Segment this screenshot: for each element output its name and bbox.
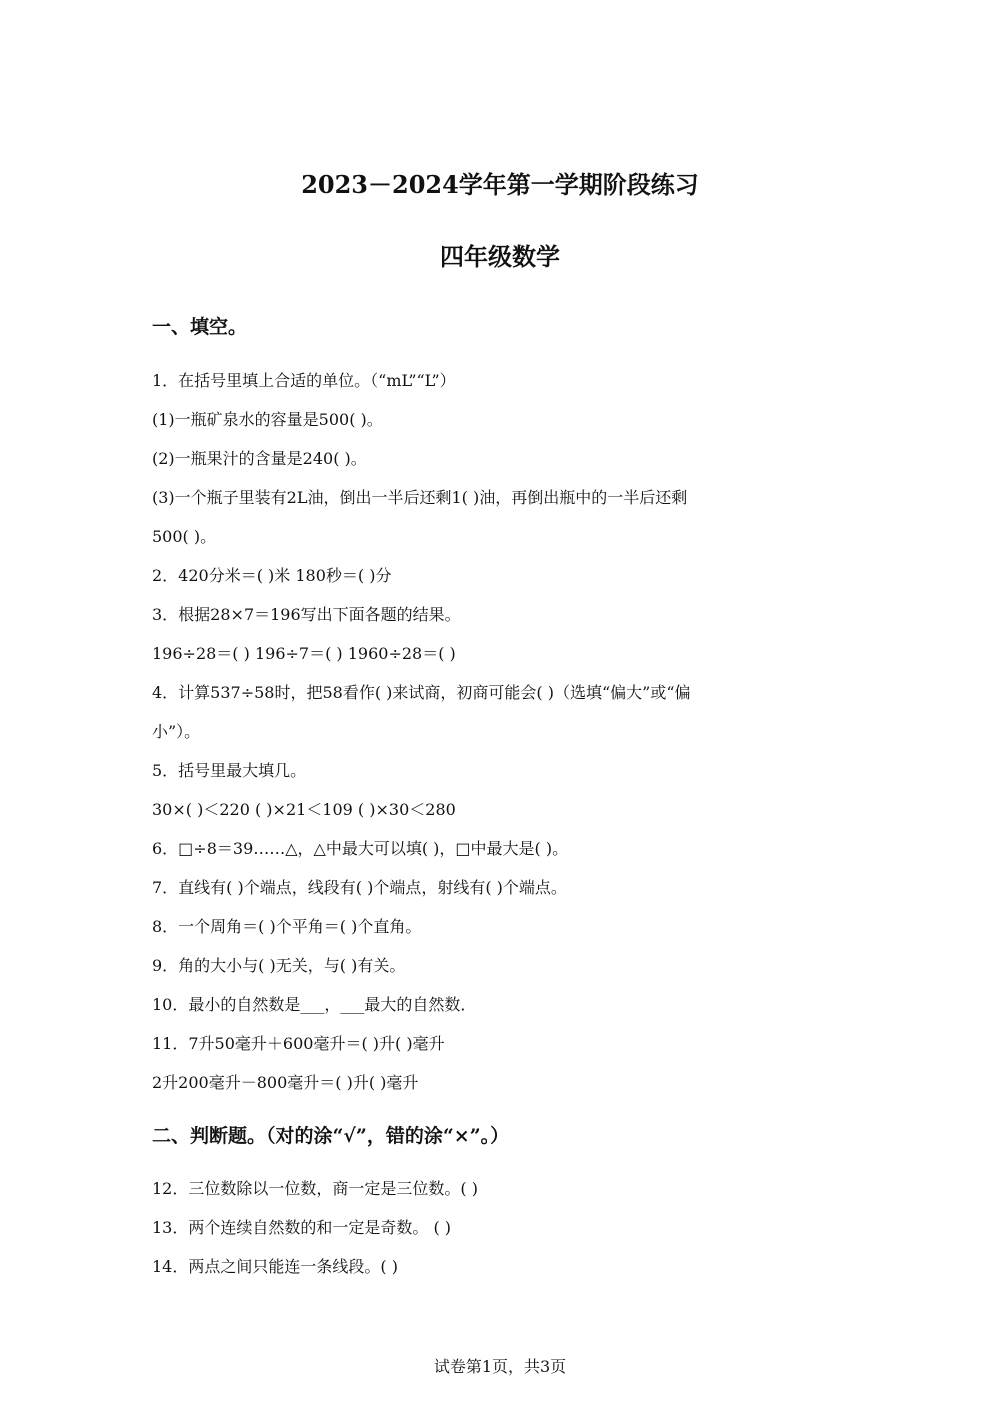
question-10: 10．最小的自然数是___，___最大的自然数． [152, 995, 477, 1014]
question-5-items: 30×( )＜220 ( )×21＜109 ( )×30＜280 [152, 800, 456, 819]
question-12: 12．三位数除以一位数，商一定是三位数。( ) [152, 1179, 478, 1198]
question-3: 3．根据28×7＝196写出下面各题的结果。 [152, 605, 461, 624]
question-4: 4．计算537÷58时，把58看作( )来试商，初商可能会( )（选填“偏大”或“偏 [152, 683, 691, 702]
question-9: 9．角的大小与( )无关，与( )有关。 [152, 956, 406, 975]
exam-subtitle: 四年级数学 [440, 242, 560, 271]
question-11: 11．7升50毫升＋600毫升＝( )升( )毫升 [152, 1034, 445, 1053]
question-3-items: 196÷28＝( ) 196÷7＝( ) 1960÷28＝( ) [152, 644, 456, 663]
question-11-part-2: 2升200毫升－800毫升＝( )升( )毫升 [152, 1073, 419, 1092]
question-8: 8．一个周角＝( )个平角＝( )个直角。 [152, 917, 422, 936]
question-1-part-1: (1)一瓶矿泉水的容量是500( )。 [152, 410, 383, 429]
section-fill-heading: 一、填空。 [152, 316, 248, 338]
question-1-part-3: (3)一个瓶子里装有2L油，倒出一半后还剩1( )油，再倒出瓶中的一半后还剩 [152, 488, 688, 507]
question-5: 5．括号里最大填几。 [152, 761, 307, 780]
question-1-part-3-cont: 500( )。 [152, 527, 217, 546]
question-1: 1．在括号里填上合适的单位。（“mL”“L”） [152, 371, 456, 390]
question-4-cont: 小”）。 [152, 722, 201, 741]
question-2: 2．420分米＝( )米 180秒＝( )分 [152, 566, 392, 585]
question-6: 6．□÷8＝39……△，△中最大可以填( )，□中最大是( )。 [152, 839, 569, 858]
question-7: 7．直线有( )个端点，线段有( )个端点，射线有( )个端点。 [152, 878, 567, 897]
question-14: 14．两点之间只能连一条线段。( ) [152, 1257, 398, 1276]
question-13: 13．两个连续自然数的和一定是奇数。 ( ) [152, 1218, 452, 1237]
exam-title: 2023－2024学年第一学期阶段练习 [301, 170, 699, 199]
page-footer: 试卷第1页，共3页 [433, 1357, 567, 1376]
section-judge-heading: 二、判断题。（对的涂“√”，错的涂“×”。） [152, 1125, 510, 1147]
question-1-part-2: (2)一瓶果汁的含量是240( )。 [152, 449, 367, 468]
